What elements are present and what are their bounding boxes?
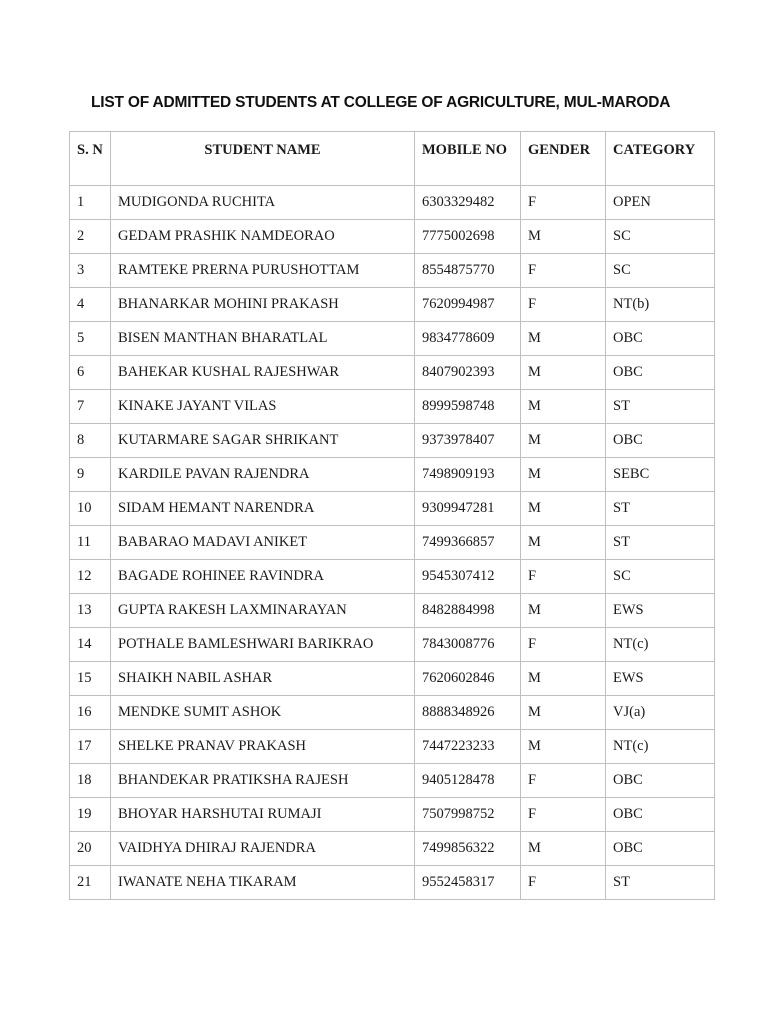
cell-category: SC: [606, 560, 715, 594]
cell-gender: M: [521, 594, 606, 628]
table-row: [70, 594, 715, 628]
cell-mobile-no: 6303329482: [415, 186, 521, 220]
students-table: [69, 131, 715, 900]
cell-mobile-no: 7447223233: [415, 730, 521, 764]
header-mobile-no: MOBILE NO: [415, 132, 521, 186]
table-row: [70, 322, 715, 356]
cell-student-name: KINAKE JAYANT VILAS: [111, 390, 415, 424]
cell-mobile-no: 7499366857: [415, 526, 521, 560]
cell-mobile-no: 9373978407: [415, 424, 521, 458]
cell-serial-number: 3: [70, 254, 111, 288]
cell-serial-number: 2: [70, 220, 111, 254]
cell-mobile-no: 8407902393: [415, 356, 521, 390]
cell-student-name: BAGADE ROHINEE RAVINDRA: [111, 560, 415, 594]
cell-mobile-no: 9552458317: [415, 866, 521, 900]
cell-category: OBC: [606, 424, 715, 458]
cell-category: VJ(a): [606, 696, 715, 730]
cell-serial-number: 4: [70, 288, 111, 322]
cell-gender: M: [521, 356, 606, 390]
table-row: [70, 866, 715, 900]
table-body: [70, 186, 715, 900]
cell-serial-number: 21: [70, 866, 111, 900]
cell-serial-number: 14: [70, 628, 111, 662]
cell-category: ST: [606, 390, 715, 424]
cell-serial-number: 10: [70, 492, 111, 526]
cell-gender: F: [521, 288, 606, 322]
cell-mobile-no: 8888348926: [415, 696, 521, 730]
cell-serial-number: 17: [70, 730, 111, 764]
cell-student-name: SHAIKH NABIL ASHAR: [111, 662, 415, 696]
table-row: [70, 560, 715, 594]
cell-gender: F: [521, 866, 606, 900]
cell-category: SC: [606, 220, 715, 254]
cell-serial-number: 9: [70, 458, 111, 492]
table-row: [70, 832, 715, 866]
cell-category: OBC: [606, 356, 715, 390]
cell-student-name: POTHALE BAMLESHWARI BARIKRAO: [111, 628, 415, 662]
cell-mobile-no: 9405128478: [415, 764, 521, 798]
cell-mobile-no: 9545307412: [415, 560, 521, 594]
cell-serial-number: 11: [70, 526, 111, 560]
cell-gender: M: [521, 526, 606, 560]
cell-gender: M: [521, 458, 606, 492]
cell-mobile-no: 8482884998: [415, 594, 521, 628]
cell-category: OPEN: [606, 186, 715, 220]
cell-serial-number: 13: [70, 594, 111, 628]
cell-mobile-no: 8554875770: [415, 254, 521, 288]
cell-student-name: BISEN MANTHAN BHARATLAL: [111, 322, 415, 356]
cell-serial-number: 5: [70, 322, 111, 356]
cell-serial-number: 15: [70, 662, 111, 696]
cell-gender: F: [521, 186, 606, 220]
table-row: [70, 186, 715, 220]
cell-category: NT(b): [606, 288, 715, 322]
table-row: [70, 764, 715, 798]
cell-mobile-no: 7620602846: [415, 662, 521, 696]
cell-student-name: BHANDEKAR PRATIKSHA RAJESH: [111, 764, 415, 798]
table-row: [70, 424, 715, 458]
table-row: [70, 356, 715, 390]
table-row: [70, 492, 715, 526]
cell-category: OBC: [606, 798, 715, 832]
cell-category: ST: [606, 866, 715, 900]
cell-category: OBC: [606, 322, 715, 356]
cell-mobile-no: 7775002698: [415, 220, 521, 254]
table-row: [70, 526, 715, 560]
cell-gender: M: [521, 220, 606, 254]
header-student-name: STUDENT NAME: [111, 132, 415, 186]
cell-mobile-no: 7499856322: [415, 832, 521, 866]
cell-gender: F: [521, 798, 606, 832]
table-row: [70, 730, 715, 764]
table-header-row: [70, 132, 715, 186]
cell-serial-number: 6: [70, 356, 111, 390]
cell-gender: F: [521, 764, 606, 798]
cell-mobile-no: 7843008776: [415, 628, 521, 662]
cell-category: NT(c): [606, 628, 715, 662]
cell-student-name: BHANARKAR MOHINI PRAKASH: [111, 288, 415, 322]
cell-student-name: SIDAM HEMANT NARENDRA: [111, 492, 415, 526]
cell-category: SC: [606, 254, 715, 288]
cell-gender: M: [521, 662, 606, 696]
table-row: [70, 696, 715, 730]
cell-serial-number: 18: [70, 764, 111, 798]
cell-serial-number: 7: [70, 390, 111, 424]
header-category: CATEGORY: [606, 132, 715, 186]
cell-serial-number: 19: [70, 798, 111, 832]
cell-category: NT(c): [606, 730, 715, 764]
cell-gender: M: [521, 424, 606, 458]
cell-gender: F: [521, 560, 606, 594]
cell-mobile-no: 8999598748: [415, 390, 521, 424]
cell-serial-number: 20: [70, 832, 111, 866]
cell-category: EWS: [606, 594, 715, 628]
cell-category: ST: [606, 526, 715, 560]
cell-category: ST: [606, 492, 715, 526]
table-row: [70, 798, 715, 832]
cell-serial-number: 12: [70, 560, 111, 594]
cell-serial-number: 8: [70, 424, 111, 458]
cell-category: EWS: [606, 662, 715, 696]
cell-gender: M: [521, 390, 606, 424]
cell-student-name: BAHEKAR KUSHAL RAJESHWAR: [111, 356, 415, 390]
cell-mobile-no: 9834778609: [415, 322, 521, 356]
header-gender: GENDER: [521, 132, 606, 186]
cell-student-name: BHOYAR HARSHUTAI RUMAJI: [111, 798, 415, 832]
table-row: [70, 662, 715, 696]
cell-gender: M: [521, 730, 606, 764]
cell-student-name: RAMTEKE PRERNA PURUSHOTTAM: [111, 254, 415, 288]
cell-mobile-no: 7620994987: [415, 288, 521, 322]
table-row: [70, 390, 715, 424]
cell-mobile-no: 7498909193: [415, 458, 521, 492]
table-row: [70, 458, 715, 492]
cell-student-name: MUDIGONDA RUCHITA: [111, 186, 415, 220]
table-row: [70, 254, 715, 288]
cell-student-name: MENDKE SUMIT ASHOK: [111, 696, 415, 730]
cell-gender: M: [521, 492, 606, 526]
cell-gender: F: [521, 254, 606, 288]
cell-student-name: KARDILE PAVAN RAJENDRA: [111, 458, 415, 492]
document-title: LIST OF ADMITTED STUDENTS AT COLLEGE OF AGRICULTURE, MUL-MARODA: [91, 94, 671, 111]
cell-gender: M: [521, 322, 606, 356]
cell-student-name: BABARAO MADAVI ANIKET: [111, 526, 415, 560]
table-row: [70, 288, 715, 322]
cell-student-name: VAIDHYA DHIRAJ RAJENDRA: [111, 832, 415, 866]
cell-category: SEBC: [606, 458, 715, 492]
cell-student-name: GEDAM PRASHIK NAMDEORAO: [111, 220, 415, 254]
cell-mobile-no: 9309947281: [415, 492, 521, 526]
cell-serial-number: 16: [70, 696, 111, 730]
cell-mobile-no: 7507998752: [415, 798, 521, 832]
table-row: [70, 628, 715, 662]
cell-student-name: GUPTA RAKESH LAXMINARAYAN: [111, 594, 415, 628]
cell-student-name: KUTARMARE SAGAR SHRIKANT: [111, 424, 415, 458]
cell-student-name: SHELKE PRANAV PRAKASH: [111, 730, 415, 764]
cell-student-name: IWANATE NEHA TIKARAM: [111, 866, 415, 900]
cell-gender: M: [521, 696, 606, 730]
table-row: [70, 220, 715, 254]
cell-serial-number: 1: [70, 186, 111, 220]
cell-gender: M: [521, 832, 606, 866]
cell-gender: F: [521, 628, 606, 662]
header-serial-number: S. N: [70, 132, 111, 186]
cell-category: OBC: [606, 832, 715, 866]
cell-category: OBC: [606, 764, 715, 798]
